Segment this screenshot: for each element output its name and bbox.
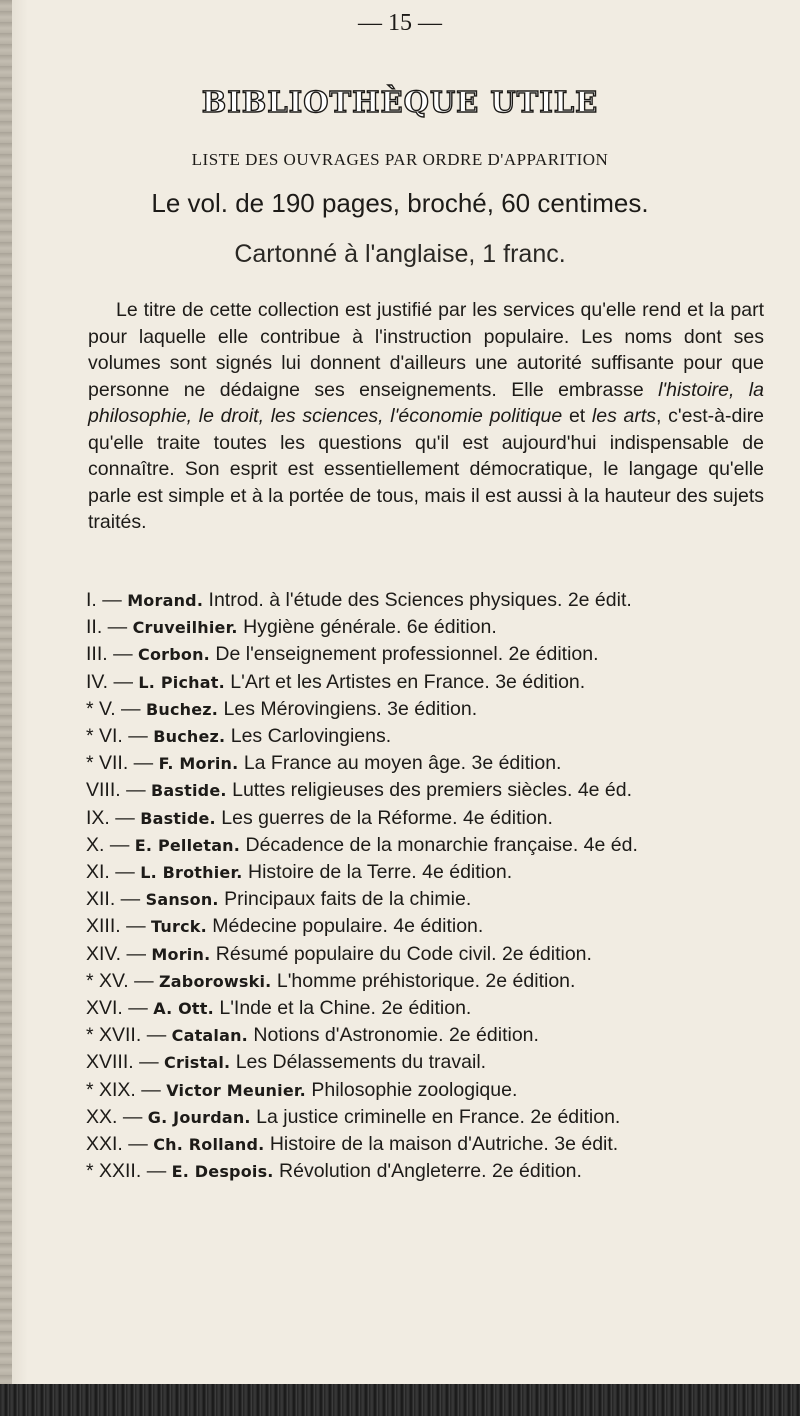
- work-number: IX. —: [86, 806, 135, 829]
- work-title: Résumé populaire du Code civil. 2e édition.: [215, 942, 592, 965]
- work-author: Victor Meunier.: [166, 1080, 306, 1100]
- work-title: Décadence de la monarchie française. 4e éd.: [245, 833, 638, 856]
- work-title: Histoire de la maison d'Autriche. 3e édit.: [269, 1133, 619, 1156]
- work-title: L'Art et les Artistes en France. 3e édition.: [230, 670, 586, 693]
- work-list-item: [86, 696, 776, 723]
- work-list-item: [86, 723, 776, 750]
- work-title: Philosophie zoologique.: [311, 1078, 518, 1101]
- work-title: Hygiène générale. 6e édition.: [243, 616, 497, 639]
- work-number: * XVII. —: [86, 1024, 167, 1047]
- work-number: II. —: [86, 616, 128, 639]
- work-author: Ch. Rolland.: [153, 1135, 265, 1155]
- work-number: XX. —: [86, 1105, 143, 1128]
- work-author: E. Pelletan.: [134, 835, 241, 855]
- work-author: Bastide.: [140, 808, 216, 828]
- work-title: Révolution d'Angleterre. 2e édition.: [279, 1160, 582, 1183]
- work-list-item: [86, 968, 776, 995]
- work-list-item: [86, 669, 776, 696]
- work-list-item: [86, 587, 776, 614]
- work-number: X. —: [86, 833, 130, 856]
- work-number: XVI. —: [86, 997, 148, 1020]
- work-title: De l'enseignement professionnel. 2e édition.: [215, 643, 599, 666]
- work-number: III. —: [86, 643, 133, 666]
- work-title: Les guerres de la Réforme. 4e édition.: [221, 806, 553, 829]
- work-title: L'homme préhistorique. 2e édition.: [276, 969, 576, 992]
- work-list-item: [86, 913, 776, 940]
- intro-text-1: Le titre de cette collection est justifié par les services qu'elle rend et la part pour laquelle elle contribue à l'instruction populaire. Les noms dont ses volumes sont signés lui donnent d'ailleurs une autorité suffisante pour que personne ne dédaigne ses enseignements. Elle embrasse: [88, 299, 764, 401]
- work-title: Principaux faits de la chimie.: [224, 888, 472, 911]
- work-list-item: [86, 614, 776, 641]
- work-title: Les Carlovingiens.: [230, 725, 392, 748]
- work-title: Notions d'Astronomie. 2e édition.: [253, 1024, 539, 1047]
- work-list-item: [86, 777, 776, 804]
- work-list-item: [86, 859, 776, 886]
- work-number: * XV. —: [86, 969, 154, 992]
- work-author: E. Despois.: [171, 1162, 274, 1182]
- price-line: Le vol. de 190 pages, broché, 60 centimes.: [151, 188, 649, 218]
- work-list-item: [86, 1158, 776, 1185]
- work-title: Introd. à l'étude des Sciences physiques. 2e édit.: [208, 589, 632, 611]
- work-list-item: [86, 941, 776, 968]
- work-author: F. Morin.: [158, 754, 239, 774]
- work-list-item: [86, 1104, 776, 1131]
- work-author: Buchez.: [153, 727, 226, 747]
- intro-and: et: [562, 405, 592, 427]
- work-number: XI. —: [86, 861, 135, 884]
- work-title: L'Inde et la Chine. 2e édition.: [219, 997, 472, 1020]
- work-author: Bastide.: [151, 781, 227, 801]
- work-author: L. Pichat.: [138, 672, 225, 692]
- work-list-item: [86, 805, 776, 832]
- work-list-item: [86, 995, 776, 1022]
- work-number: * XIX. —: [86, 1078, 161, 1101]
- work-author: Cruveilhier.: [132, 618, 238, 638]
- intro-paragraph: [88, 297, 764, 536]
- binding-line: Cartonné à l'anglaise, 1 franc.: [234, 240, 566, 268]
- work-title: La France au moyen âge. 3e édition.: [243, 752, 562, 775]
- work-number: XXI. —: [86, 1133, 148, 1156]
- intro-subjects: l'histoire, la philosophie, le droit, les sciences, l'économie politique: [88, 378, 764, 427]
- work-number: XIII. —: [86, 915, 146, 938]
- list-subtitle: LISTE DES OUVRAGES PAR ORDRE D'APPARITION: [191, 150, 609, 169]
- collection-title: BIBLIOTHÈQUE UTILE: [201, 85, 599, 119]
- page-number: — 15 —: [358, 10, 442, 36]
- page-bottom-edge: [0, 1384, 800, 1416]
- work-author: Zaborowski.: [159, 971, 272, 991]
- work-author: Morin.: [151, 944, 211, 964]
- work-author: Cristal.: [164, 1053, 231, 1073]
- work-list-item: [86, 641, 776, 668]
- work-title: Luttes religieuses des premiers siècles. 4e éd.: [232, 779, 633, 802]
- work-number: * VI. —: [86, 725, 148, 748]
- work-number: IV. —: [86, 670, 133, 693]
- work-title: La justice criminelle en France. 2e édition.: [256, 1105, 621, 1128]
- work-author: L. Brothier.: [140, 863, 243, 883]
- work-number: XIV. —: [86, 942, 146, 965]
- works-list: [86, 587, 776, 1185]
- work-list-item: [86, 1077, 776, 1104]
- work-number: XVIII. —: [86, 1051, 159, 1074]
- intro-arts: les arts: [591, 405, 657, 427]
- work-title: Les Mérovingiens. 3e édition.: [223, 697, 478, 720]
- work-author: Turck.: [151, 917, 207, 937]
- work-author: Sanson.: [145, 890, 219, 910]
- work-author: G. Jourdan.: [147, 1107, 251, 1127]
- work-number: XII. —: [86, 888, 141, 911]
- work-number: VIII. —: [86, 779, 146, 802]
- work-number: I. —: [86, 589, 122, 611]
- work-author: A. Ott.: [153, 999, 214, 1019]
- work-author: Catalan.: [171, 1026, 248, 1046]
- work-author: Morand.: [127, 591, 204, 610]
- work-author: Buchez.: [145, 699, 219, 719]
- work-list-item: [86, 750, 776, 777]
- work-number: * V. —: [86, 697, 141, 720]
- work-list-item: [86, 886, 776, 913]
- work-number: * VII. —: [86, 752, 154, 775]
- work-title: Médecine populaire. 4e édition.: [212, 915, 484, 938]
- work-list-item: [86, 1049, 776, 1076]
- work-author: Corbon.: [138, 645, 210, 665]
- work-list-item: [86, 832, 776, 859]
- work-list-item: [86, 1131, 776, 1158]
- work-list-item: [86, 1022, 776, 1049]
- work-number: * XXII. —: [86, 1160, 167, 1183]
- work-title: Les Délassements du travail.: [235, 1051, 487, 1074]
- work-title: Histoire de la Terre. 4e édition.: [248, 861, 513, 884]
- intro-text-2: , c'est-à-dire qu'elle traite toutes les questions qu'il est aujourd'hui indispensable de connaître. Son esprit est essentiellement démocratique, le langage qu'elle parle est simple et à la portée de tous, mais il est aussi à la hauteur des sujets traités.: [88, 405, 764, 533]
